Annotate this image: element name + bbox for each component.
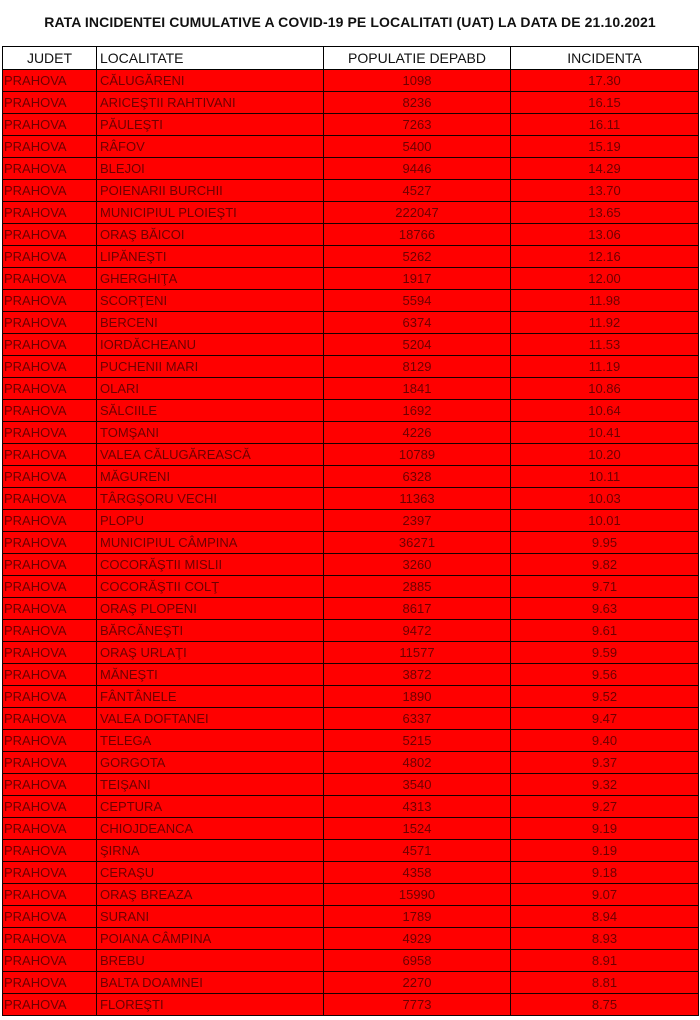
cell-judet: PRAHOVA [3,774,97,796]
cell-incidenta: 13.65 [511,202,699,224]
table-row [3,444,699,466]
cell-localitate: LIPĂNEŞTI [97,246,324,268]
cell-localitate: SĂLCIILE [97,400,324,422]
cell-populatie: 3872 [324,664,511,686]
cell-incidenta: 8.93 [511,928,699,950]
cell-judet: PRAHOVA [3,752,97,774]
cell-populatie: 4571 [324,840,511,862]
cell-populatie: 4527 [324,180,511,202]
column-header-localitate: LOCALITATE [97,47,324,70]
column-header-judet: JUDET [3,47,97,70]
cell-judet: PRAHOVA [3,180,97,202]
cell-localitate: MUNICIPIUL PLOIEŞTI [97,202,324,224]
cell-populatie: 1841 [324,378,511,400]
cell-populatie: 18766 [324,224,511,246]
cell-localitate: FÂNTÂNELE [97,686,324,708]
table-row [3,158,699,180]
table-row [3,334,699,356]
cell-populatie: 5215 [324,730,511,752]
cell-populatie: 222047 [324,202,511,224]
cell-incidenta: 9.07 [511,884,699,906]
cell-localitate: MĂNEŞTI [97,664,324,686]
cell-judet: PRAHOVA [3,796,97,818]
table-row [3,268,699,290]
table-row [3,598,699,620]
table-row [3,466,699,488]
cell-incidenta: 9.47 [511,708,699,730]
cell-localitate: BREBU [97,950,324,972]
cell-populatie: 1789 [324,906,511,928]
cell-judet: PRAHOVA [3,312,97,334]
table-row [3,862,699,884]
table-row [3,686,699,708]
cell-populatie: 2885 [324,576,511,598]
cell-incidenta: 9.61 [511,620,699,642]
cell-populatie: 9446 [324,158,511,180]
table-row [3,642,699,664]
cell-populatie: 5204 [324,334,511,356]
table-row [3,488,699,510]
table-row [3,774,699,796]
cell-judet: PRAHOVA [3,532,97,554]
cell-localitate: SCORŢENI [97,290,324,312]
cell-incidenta: 15.19 [511,136,699,158]
cell-incidenta: 16.11 [511,114,699,136]
cell-localitate: SURANI [97,906,324,928]
cell-judet: PRAHOVA [3,840,97,862]
cell-judet: PRAHOVA [3,598,97,620]
cell-populatie: 11577 [324,642,511,664]
table-row [3,532,699,554]
table-row [3,92,699,114]
cell-populatie: 4358 [324,862,511,884]
table-row [3,202,699,224]
table-row [3,884,699,906]
cell-localitate: ORAŞ BREAZA [97,884,324,906]
header-row [3,47,699,70]
cell-localitate: COCORĂŞTII COLŢ [97,576,324,598]
cell-judet: PRAHOVA [3,158,97,180]
table-row [3,906,699,928]
cell-localitate: IORDĂCHEANU [97,334,324,356]
cell-judet: PRAHOVA [3,510,97,532]
cell-localitate: PLOPU [97,510,324,532]
cell-judet: PRAHOVA [3,400,97,422]
cell-judet: PRAHOVA [3,972,97,994]
cell-incidenta: 9.63 [511,598,699,620]
cell-populatie: 5400 [324,136,511,158]
cell-incidenta: 8.91 [511,950,699,972]
cell-incidenta: 9.19 [511,818,699,840]
cell-incidenta: 17.30 [511,70,699,92]
cell-incidenta: 10.20 [511,444,699,466]
cell-localitate: ORAŞ URLAŢI [97,642,324,664]
cell-judet: PRAHOVA [3,466,97,488]
table-row [3,356,699,378]
table-row [3,950,699,972]
cell-populatie: 1917 [324,268,511,290]
cell-incidenta: 8.75 [511,994,699,1016]
cell-localitate: CEPTURA [97,796,324,818]
cell-judet: PRAHOVA [3,642,97,664]
cell-judet: PRAHOVA [3,114,97,136]
cell-populatie: 7773 [324,994,511,1016]
table-header [3,47,699,70]
table-row [3,796,699,818]
table-row [3,664,699,686]
cell-populatie: 1098 [324,70,511,92]
cell-populatie: 1890 [324,686,511,708]
cell-localitate: FLOREŞTI [97,994,324,1016]
cell-localitate: VALEA DOFTANEI [97,708,324,730]
column-header-populatie: POPULATIE DEPABD [324,47,511,70]
cell-judet: PRAHOVA [3,620,97,642]
cell-localitate: POIENARII BURCHII [97,180,324,202]
cell-incidenta: 9.40 [511,730,699,752]
cell-judet: PRAHOVA [3,554,97,576]
cell-judet: PRAHOVA [3,334,97,356]
cell-populatie: 6337 [324,708,511,730]
cell-localitate: TELEGA [97,730,324,752]
cell-populatie: 9472 [324,620,511,642]
table-row [3,818,699,840]
cell-incidenta: 12.00 [511,268,699,290]
table-row [3,136,699,158]
table-row [3,708,699,730]
cell-localitate: CHIOJDEANCA [97,818,324,840]
cell-incidenta: 11.92 [511,312,699,334]
cell-localitate: VALEA CĂLUGĂREASCĂ [97,444,324,466]
cell-localitate: BLEJOI [97,158,324,180]
cell-incidenta: 9.82 [511,554,699,576]
table-row [3,114,699,136]
table-row [3,730,699,752]
cell-judet: PRAHOVA [3,356,97,378]
cell-localitate: ORAŞ BĂICOI [97,224,324,246]
table-row [3,312,699,334]
table-row [3,752,699,774]
cell-judet: PRAHOVA [3,884,97,906]
cell-localitate: CĂLUGĂRENI [97,70,324,92]
cell-localitate: OLARI [97,378,324,400]
cell-localitate: TOMŞANI [97,422,324,444]
cell-incidenta: 13.70 [511,180,699,202]
table-body [3,70,699,1016]
cell-populatie: 3260 [324,554,511,576]
cell-incidenta: 9.19 [511,840,699,862]
cell-incidenta: 9.59 [511,642,699,664]
cell-incidenta: 9.71 [511,576,699,598]
cell-judet: PRAHOVA [3,708,97,730]
cell-populatie: 5262 [324,246,511,268]
cell-populatie: 4313 [324,796,511,818]
cell-populatie: 36271 [324,532,511,554]
table-row [3,400,699,422]
cell-populatie: 2397 [324,510,511,532]
incidence-table [2,46,699,1016]
cell-populatie: 7263 [324,114,511,136]
cell-incidenta: 11.53 [511,334,699,356]
cell-judet: PRAHOVA [3,862,97,884]
cell-incidenta: 14.29 [511,158,699,180]
cell-judet: PRAHOVA [3,664,97,686]
cell-judet: PRAHOVA [3,994,97,1016]
cell-localitate: TEIŞANI [97,774,324,796]
cell-incidenta: 8.94 [511,906,699,928]
cell-judet: PRAHOVA [3,730,97,752]
cell-populatie: 6374 [324,312,511,334]
cell-incidenta: 16.15 [511,92,699,114]
cell-judet: PRAHOVA [3,422,97,444]
cell-populatie: 1524 [324,818,511,840]
cell-incidenta: 9.95 [511,532,699,554]
table-row [3,972,699,994]
cell-populatie: 6328 [324,466,511,488]
cell-localitate: ARICEŞTII RAHTIVANI [97,92,324,114]
page-title: RATA INCIDENTEI CUMULATIVE A COVID-19 PE LOCALITATI (UAT) LA DATA DE 21.10.2021 [44,14,656,30]
cell-localitate: MUNICIPIUL CÂMPINA [97,532,324,554]
table-row [3,290,699,312]
cell-judet: PRAHOVA [3,444,97,466]
cell-incidenta: 9.37 [511,752,699,774]
cell-incidenta: 11.98 [511,290,699,312]
cell-incidenta: 9.27 [511,796,699,818]
cell-localitate: BĂRCĂNEŞTI [97,620,324,642]
cell-judet: PRAHOVA [3,576,97,598]
cell-localitate: ORAŞ PLOPENI [97,598,324,620]
cell-judet: PRAHOVA [3,950,97,972]
cell-incidenta: 9.18 [511,862,699,884]
cell-incidenta: 10.03 [511,488,699,510]
cell-populatie: 8236 [324,92,511,114]
cell-incidenta: 9.52 [511,686,699,708]
cell-localitate: PUCHENII MARI [97,356,324,378]
cell-localitate: POIANA CÂMPINA [97,928,324,950]
cell-incidenta: 13.06 [511,224,699,246]
cell-incidenta: 12.16 [511,246,699,268]
table-row [3,180,699,202]
table-row [3,422,699,444]
cell-populatie: 4226 [324,422,511,444]
cell-judet: PRAHOVA [3,290,97,312]
cell-populatie: 2270 [324,972,511,994]
cell-localitate: BALTA DOAMNEI [97,972,324,994]
table-row [3,994,699,1016]
cell-judet: PRAHOVA [3,378,97,400]
cell-populatie: 5594 [324,290,511,312]
cell-populatie: 6958 [324,950,511,972]
cell-judet: PRAHOVA [3,246,97,268]
cell-judet: PRAHOVA [3,70,97,92]
cell-judet: PRAHOVA [3,92,97,114]
cell-populatie: 8617 [324,598,511,620]
cell-judet: PRAHOVA [3,686,97,708]
table-row [3,576,699,598]
cell-incidenta: 10.86 [511,378,699,400]
column-header-incidenta: INCIDENTA [511,47,699,70]
cell-incidenta: 9.56 [511,664,699,686]
cell-incidenta: 10.64 [511,400,699,422]
table-row [3,928,699,950]
cell-populatie: 4929 [324,928,511,950]
table-row [3,510,699,532]
table-row [3,840,699,862]
cell-populatie: 4802 [324,752,511,774]
cell-localitate: TÂRGŞORU VECHI [97,488,324,510]
cell-localitate: GHERGHIŢA [97,268,324,290]
cell-judet: PRAHOVA [3,928,97,950]
cell-populatie: 8129 [324,356,511,378]
cell-localitate: ŞIRNA [97,840,324,862]
cell-incidenta: 11.19 [511,356,699,378]
cell-incidenta: 10.41 [511,422,699,444]
cell-localitate: RÂFOV [97,136,324,158]
cell-populatie: 11363 [324,488,511,510]
cell-localitate: COCORĂŞTII MISLII [97,554,324,576]
cell-populatie: 1692 [324,400,511,422]
table-row [3,224,699,246]
cell-localitate: CERAŞU [97,862,324,884]
table-row [3,246,699,268]
cell-localitate: GORGOTA [97,752,324,774]
cell-populatie: 3540 [324,774,511,796]
cell-incidenta: 10.01 [511,510,699,532]
cell-incidenta: 9.32 [511,774,699,796]
cell-judet: PRAHOVA [3,268,97,290]
cell-localitate: PĂULEŞTI [97,114,324,136]
table-row [3,620,699,642]
cell-judet: PRAHOVA [3,906,97,928]
table-row [3,554,699,576]
cell-populatie: 15990 [324,884,511,906]
cell-judet: PRAHOVA [3,136,97,158]
cell-localitate: BERCENI [97,312,324,334]
cell-judet: PRAHOVA [3,202,97,224]
table-row [3,70,699,92]
cell-localitate: MĂGURENI [97,466,324,488]
cell-judet: PRAHOVA [3,818,97,840]
cell-judet: PRAHOVA [3,488,97,510]
cell-populatie: 10789 [324,444,511,466]
table-row [3,378,699,400]
cell-incidenta: 10.11 [511,466,699,488]
cell-incidenta: 8.81 [511,972,699,994]
cell-judet: PRAHOVA [3,224,97,246]
